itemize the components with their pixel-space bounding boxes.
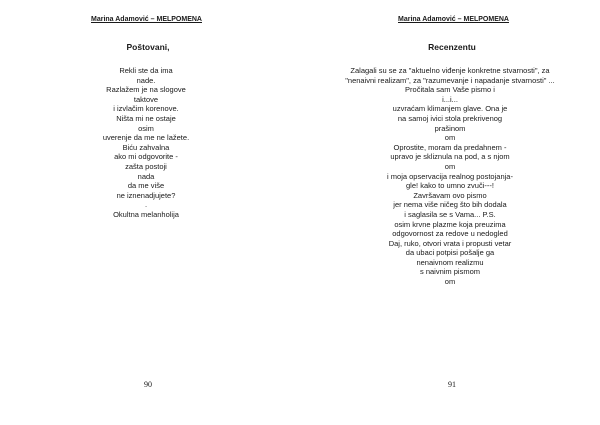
poem-line: Ništa mi ne ostaje xyxy=(116,113,176,123)
poem-line: zašta postoji xyxy=(125,161,167,171)
poem-title: Recenzentu xyxy=(428,42,476,52)
poem-line: i moja opservacija realnog postojanja- xyxy=(387,171,513,181)
poem-line: ne iznenadjujete? xyxy=(116,190,176,200)
poem-line: Zalagali su se za "aktuelno viđenje konkretne stvarnosti", za xyxy=(350,66,550,75)
poem-line: Daj, ruko, otvori vrata i propusti vetar xyxy=(388,238,512,248)
poem-line: da me više xyxy=(127,181,165,191)
poem-line: gle! kako to umno zvuči---! xyxy=(406,181,494,191)
right-page xyxy=(300,0,600,425)
poem-line: om xyxy=(444,161,456,171)
poem-line: upravo je skliznula na pod, a s njom xyxy=(390,152,510,162)
poem-line: s naivnim pismom xyxy=(419,267,480,277)
poem-line: "nenaivni realizam", za "razumevanje i napadanje stvarnosti" ... xyxy=(345,75,555,85)
poem-line: Završavam ovo pismo xyxy=(413,190,487,200)
poem-body xyxy=(0,66,296,220)
poem-line: Razlažem je na slogove xyxy=(106,85,186,95)
poem-line: nada xyxy=(137,171,155,181)
poem-line: om xyxy=(444,277,456,287)
poem-line: nade. xyxy=(136,75,156,85)
poem-line: Oprostite, moram da predahnem - xyxy=(393,142,507,152)
poem-line: da ubaci potpisi pošalje ga xyxy=(405,248,495,258)
poem-line: i...i... xyxy=(442,94,458,104)
running-header: Marina Adamović – MELPOMENA xyxy=(91,16,202,23)
poem-line: uzvraćam klimanjem glave. Ona je xyxy=(392,104,508,114)
poem-title: Poštovani, xyxy=(126,42,170,52)
poem-line: osim krvne plazme koja preuzima xyxy=(394,219,506,229)
poem-line: i izvlačim korenove. xyxy=(113,104,179,114)
page-number: 91 xyxy=(448,380,456,389)
poem-line: jer nema više ničeg što bih dodala xyxy=(393,200,507,210)
poem-line: Biću zahvalna xyxy=(122,142,170,152)
poem-line: Okultna melanholija xyxy=(113,209,179,219)
poem-line: uverenje da me ne lažete. xyxy=(102,133,190,143)
poem-line: Rekli ste da ima xyxy=(119,66,173,75)
poem-line: i saglasila se s Vama... P.S. xyxy=(404,209,496,219)
running-header: Marina Adamović – MELPOMENA xyxy=(398,16,509,23)
poem-line: odgovornost za redove u nedogled xyxy=(392,229,508,239)
page-number: 90 xyxy=(144,380,152,389)
poem-line: Pročitala sam Vaše pismo i xyxy=(405,85,495,95)
poem-line: ako mi odgovorite - xyxy=(114,152,178,162)
poem-line: prašinom xyxy=(434,123,466,133)
poem-line: nenaivnom realizmu xyxy=(416,257,484,267)
poem-line: na samoj ivici stola prekrivenog xyxy=(397,113,503,123)
poem-line: . xyxy=(144,200,148,210)
poem-body xyxy=(300,66,600,287)
poem-line: taktove xyxy=(133,94,159,104)
poem-line: om xyxy=(444,133,456,143)
poem-line: osim xyxy=(138,123,154,133)
